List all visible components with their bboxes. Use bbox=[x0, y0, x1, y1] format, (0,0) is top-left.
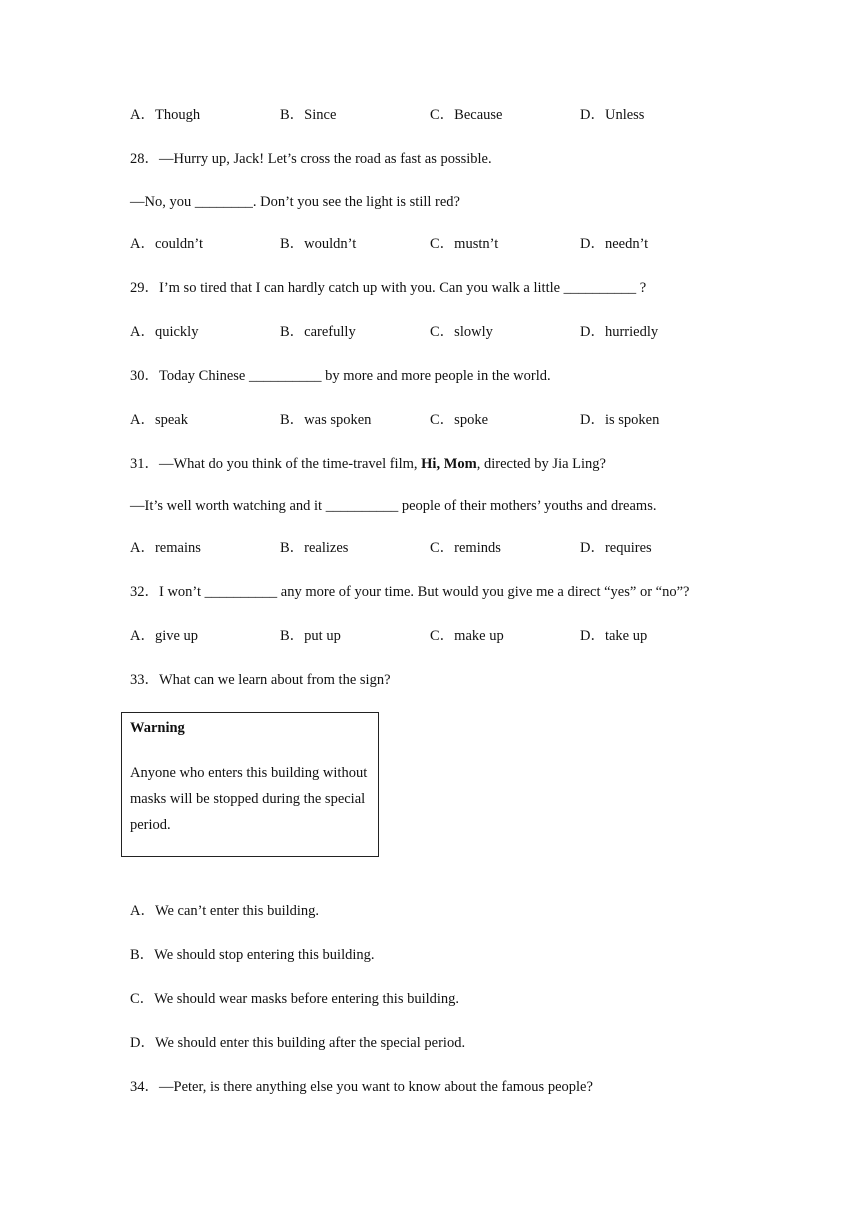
q27-option-a: A．Though bbox=[130, 107, 201, 123]
q28-option-c: C．mustn’t bbox=[430, 236, 499, 252]
q30-option-d: D．is spoken bbox=[580, 412, 660, 428]
warning-sign-text: Anyone who enters this building without masks will be stopped during the special period. bbox=[130, 765, 368, 833]
q34-stem: 34．—Peter, is there anything else you want to know about the famous people? bbox=[130, 1079, 593, 1095]
q33-option-c: C．We should wear masks before entering this building. bbox=[130, 991, 460, 1007]
warning-sign-title: Warning bbox=[130, 720, 185, 736]
q31-stem bbox=[130, 455, 606, 473]
q32-option-c: C．make up bbox=[430, 628, 504, 644]
q33-stem: 33．What can we learn about from the sign? bbox=[130, 672, 391, 688]
q29-option-c: C．slowly bbox=[430, 324, 493, 340]
q28-option-a: A．couldn’t bbox=[130, 236, 204, 252]
q27-option-b: B．Since bbox=[280, 107, 337, 123]
q32-option-a: A．give up bbox=[130, 628, 199, 644]
q29-stem: 29．I’m so tired that I can hardly catch up with you. Can you walk a little __________ ? bbox=[130, 280, 647, 296]
q28-stem: 28．—Hurry up, Jack! Let’s cross the road as fast as possible. bbox=[130, 151, 492, 167]
q28-option-b: B．wouldn’t bbox=[280, 236, 357, 252]
q33-option-b: B．We should stop entering this building. bbox=[130, 947, 375, 963]
q27-option-c: C．Because bbox=[430, 107, 503, 123]
q28-dialogue-line: —No, you ________. Don’t you see the light is still red? bbox=[130, 194, 460, 210]
q28-option-d: D．needn’t bbox=[580, 236, 649, 252]
q31-film-title: Hi, Mom bbox=[421, 456, 477, 472]
q33-option-a: A．We can’t enter this building. bbox=[130, 903, 320, 919]
q31-dialogue-line: —It’s well worth watching and it __________ people of their mothers’ youths and dreams. bbox=[130, 498, 657, 514]
q32-stem: 32．I won’t __________ any more of your time. But would you give me a direct “yes” or “no”? bbox=[130, 584, 690, 600]
q32-option-b: B．put up bbox=[280, 628, 341, 644]
q33-option-d: D．We should enter this building after the special period. bbox=[130, 1035, 466, 1051]
q31-option-d: D．requires bbox=[580, 540, 652, 556]
q30-stem: 30．Today Chinese __________ by more and more people in the world. bbox=[130, 368, 551, 384]
q27-option-d: D．Unless bbox=[580, 107, 645, 123]
q29-option-b: B．carefully bbox=[280, 324, 356, 340]
warning-sign-box bbox=[121, 712, 379, 857]
q29-option-a: A．quickly bbox=[130, 324, 199, 340]
q30-option-b: B．was spoken bbox=[280, 412, 372, 428]
q29-option-d: D．hurriedly bbox=[580, 324, 659, 340]
q30-option-a: A．speak bbox=[130, 412, 188, 428]
q31-option-b: B．realizes bbox=[280, 540, 349, 556]
q31-option-a: A．remains bbox=[130, 540, 201, 556]
q31-stem-start: 31．—What do you think of the time-travel film, bbox=[130, 456, 422, 472]
q31-option-c: C．reminds bbox=[430, 540, 501, 556]
q30-option-c: C．spoke bbox=[430, 412, 488, 428]
q31-stem-end: , directed by Jia Ling? bbox=[476, 456, 606, 472]
q32-option-d: D．take up bbox=[580, 628, 648, 644]
